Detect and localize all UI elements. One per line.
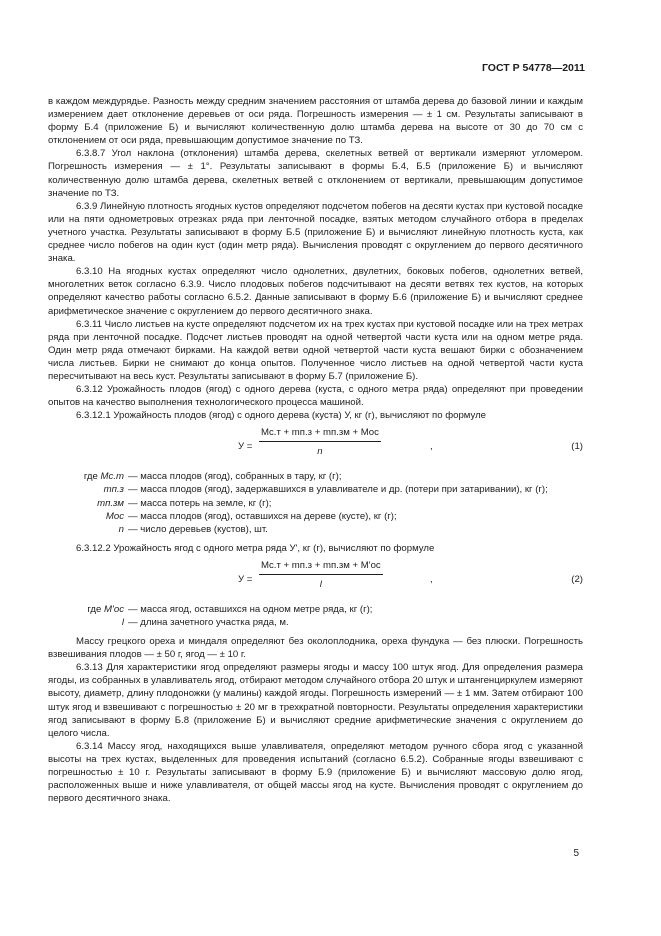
formula-denominator: n [317,446,323,458]
formula-denominator: l [319,579,322,590]
paragraph-6-3-12: 6.3.12 Урожайность плодов (ягод) с одного дерева (куста, с одного метра ряда) определяют при проведении опытов на качество выполнения технологического процесса машиной. [48,384,583,409]
paragraph-6-3-12-1: 6.3.12.1 Урожайность плодов (ягод) с одного дерева (куста) У, кг (г), вычисляют по формуле [76,410,487,422]
definition-item: mп.зм — масса потерь на земле, кг (г); [97,497,272,509]
formula-comma: , [430,441,433,453]
definition-item: n — число деревьев (кустов), шт. [118,523,268,535]
formula-2 [48,558,583,598]
formula-numerator-text: Mс.т + mп.з + mп.зм + M'ос [261,559,381,571]
paragraph-6-3-13: 6.3.13 Для характеристики ягод определяют размеры ягоды и массу 100 штук ягод. Для определения размера ягоды, из собранных в улавливатель ягод, отбирают методом случайного отбора 20 штук и штангенциркулем измеряют высоту, диаметр, длину плодоножки (у малины) каждой ягоды. Погрешность измерений — ± 1 мм. Затем отбирают 100 штук ягод и взвешивают с погрешностью ± 20 мг в трехкратной повторности. Результаты определения характеристики ягод записывают в форму Б.8 (приложение Б) и вычисляют средние арифметические значения с округлением до целого числа. [48,662,583,739]
definition-item: где M'ос — масса ягод, оставшихся на одном метре ряда, кг (г); [87,603,373,615]
paragraph: Массу грецкого ореха и миндаля определяют без околоплодника, ореха фундука — без плюски. Погрешность взвешивания плодов — ± 50 г, ягод — ± 10 г. [48,636,583,661]
definitions-2 [48,603,583,629]
paragraph: в каждом междурядье. Разность между средним значением расстояния от штамба дерева до базовой линии и каждым измерением дает отклонение деревьев от оси ряда. Погрешность измерения — ± 1 см. Результаты записывают в форму Б.4 (приложение Б) и вычисляют количественную долю штамба дерева на высоте от 30 до 70 см с отклонением от оси ряда, превышающим допустимое значение по ТЗ. [48,96,583,147]
definition-item: Mос — масса плодов (ягод), оставшихся на дереве (кусте), кг (г); [105,510,397,522]
paragraph-6-3-9: 6.3.9 Линейную плотность ягодных кустов определяют подсчетом побегов на десяти кустах при кустовой посадке или на пяти однометровых отрезках ряда при ленточной посадке, взятых методом случайного отбора в пределах учетного участка. Результаты записывают в форму Б.5 (приложение Б) и вычисляют линейную плотность куста, как среднее число побегов на один куст (один метр ряда). Вычисления проводят с округлением до первого десятичного знака. [48,200,583,265]
formula-numerator [259,559,383,575]
formula-numerator [259,426,381,442]
paragraph-6-3-14: 6.3.14 Массу ягод, находящихся выше улавливателя, определяют методом ручного сбора ягод с указанной высоты на трех кустах, выделенных для проведения испытаний (согласно 6.5.2). Собранные ягоды взвешивают с погрешностью ± 10 г. Результаты записывают в форму Б.9 (приложение Б) и вычисляют массовую долю ягод, расположенных выше и ниже улавливателя, от общей массы ягод на кусте. Вычисления проводят с округлением до первого десятичного знака. [48,740,583,805]
equation-number: (2) [571,573,583,585]
formula-fraction [259,559,383,591]
formula-lhs: У = [238,573,253,585]
paragraph-6-3-11: 6.3.11 Число листьев на кусте определяют подсчетом их на трех кустах при кустовой посадке или на трех метрах ряда при ленточной посадке. Подсчет листьев проводят на одной четвертой части куста или на одном метре ряда. Один метр ряда отмечают бирками. На каждой ветви одной четвертой части куста вешают бирки с обозначением числа листьев. Бирки не снимают до конца опытов. Полученное число листьев на одной четвертой части куста пересчитывают на весь куст. Результаты записывают в форму Б.7 (приложение Б). [48,318,583,382]
formula-1 [48,425,583,465]
formula-numerator-text: Mс.т + mп.з + mп.зм + Mос [261,427,379,439]
definition-item: где Mс.т — масса плодов (ягод), собранных в тару, кг (г); [83,471,342,483]
formula-fraction [259,426,381,458]
formula-lhs: У = [238,441,253,453]
equation-number: (1) [571,441,583,453]
page-number: 5 [573,848,579,859]
page-body [48,95,583,805]
paragraph-6-3-8-7: 6.3.8.7 Угол наклона (отклонения) штамба дерева, скелетных ветвей от вертикали измеряют угломером. Погрешность измерения — ± 1°. Результаты записывают в формы Б.4, Б.5 (приложение Б) и вычисляют количественную долю штамба дерева, скелетных ветвей с отклонением от вертикали, превышающим допустимое значение по ТЗ. [48,148,583,199]
document-code: ГОСТ Р 54778—2011 [481,62,585,74]
definitions-1 [48,470,583,535]
definition-item: mп.з — масса плодов (ягод), задержавшихся в улавливателе и др. (потери при затаривании), кг (г); [103,484,548,496]
formula-comma: , [430,573,433,585]
definition-item: l — длина зачетного участка ряда, м. [121,617,289,628]
paragraph-6-3-10: 6.3.10 На ягодных кустах определяют число однолетних, двулетних, боковых побегов, однолетних ветвей, многолетних веток согласно 6.3.9. Число плодовых побегов подсчитывают на десяти ветвях тех кустов, на которых определяют качество работы согласно 6.5.2. Данные записывают в форму Б.6 (приложение Б) и вычисляют среднее арифметическое значение с округлением до первого десятичного знака. [48,266,583,317]
paragraph-6-3-12-2: 6.3.12.2 Урожайность ягод с одного метра ряда У', кг (г), вычисляют по формуле [76,542,435,554]
